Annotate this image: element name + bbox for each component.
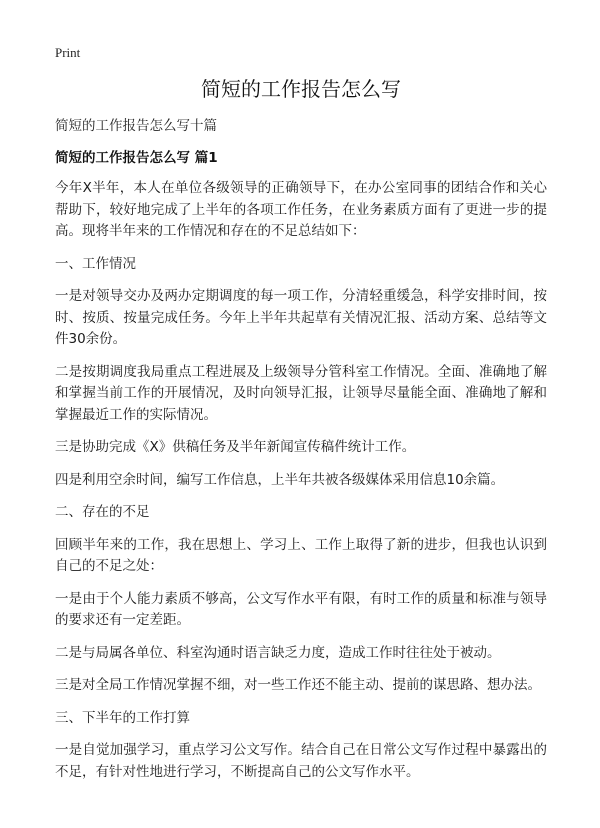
paragraph: 四是利用空余时间，编写工作信息，上半年共被各级媒体采用信息10余篇。 xyxy=(55,471,505,488)
paragraph: 一是对领导交办及两办定期调度的每一项工作，分清轻重缓急，科学安排时间，按时、按质、按量完成任务。今年上半年共起草有关情况汇报、活动方案、总结等文件30余份。 xyxy=(55,288,547,347)
paragraph: 三是协助完成《X》供稿任务及半年新闻宣传稿件统计工作。 xyxy=(55,439,416,455)
print-link[interactable]: Print xyxy=(55,45,81,60)
article-heading: 简短的工作报告怎么写 篇1 xyxy=(55,150,218,166)
paragraph: 二是按期调度我局重点工程进展及上级领导分管科室工作情况。全面、准确地了解和掌握当前工作的开展情况，及时向领导汇报，让领导尽量能全面、准确地了解和掌握最近工作的实际情况。 xyxy=(55,363,547,423)
paragraph: 三是对全局工作情况掌握不细，对一些工作还不能主动、提前的谋思路、想办法。 xyxy=(55,677,541,693)
section-heading-work-status: 一、工作情况 xyxy=(55,255,136,272)
paragraph: 一是由于个人能力素质不够高，公文写作水平有限，有时工作的质量和标准与领导的要求还有一定差距。 xyxy=(55,590,547,628)
paragraph: 二是与局属各单位、科室沟通时语言缺乏力度，造成工作时往往处于被动。 xyxy=(55,644,501,661)
intro-paragraph: 今年X半年，本人在单位各级领导的正确领导下，在办公室同事的团结合作和关心帮助下，较好地完成了上半年的各项工作任务，在业务素质方面有了更进一步的提高。现将半年来的工作情况和存在的不足总结如下： xyxy=(55,180,547,239)
paragraph: 一是自觉加强学习，重点学习公文写作。结合自己在日常公文写作过程中暴露出的不足，有针对性地进行学习，不断提高自己的公文写作水平。 xyxy=(55,742,547,780)
document-page xyxy=(55,44,547,794)
document-subtitle: 简短的工作报告怎么写十篇 xyxy=(55,118,217,134)
section-heading-shortcomings: 二、存在的不足 xyxy=(55,504,150,520)
page-title: 简短的工作报告怎么写 xyxy=(201,77,401,101)
section-heading-plans: 三、下半年的工作打算 xyxy=(55,709,190,726)
paragraph: 回顾半年来的工作，我在思想上、学习上、工作上取得了新的进步，但我也认识到自己的不足之处： xyxy=(55,536,547,574)
